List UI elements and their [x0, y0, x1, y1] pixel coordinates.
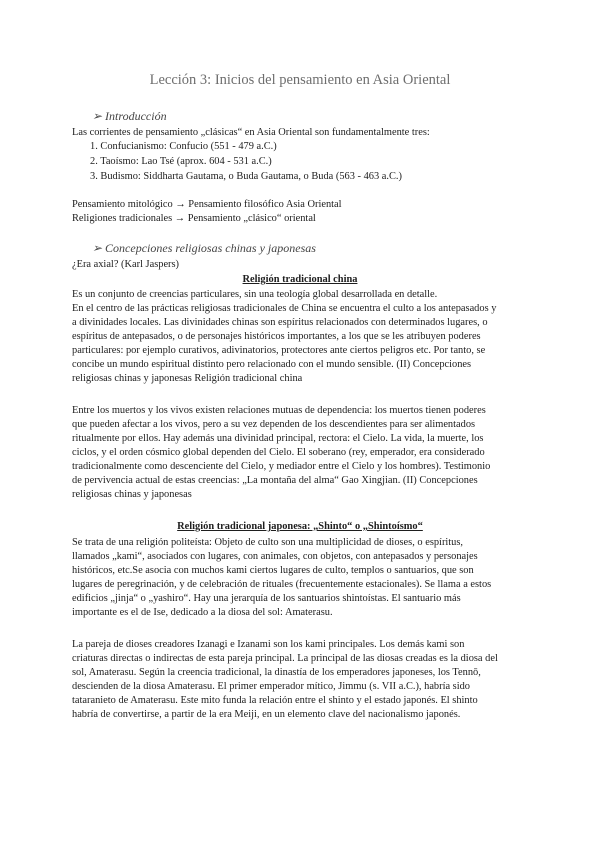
paragraph-line: Se trata de una religión politeísta: Objeto de culto son una multiplicidad de dioses, o espíritus, [72, 537, 464, 548]
paragraph-line: criaturas directas o indirectas de esta pareja principal. La principal de las diosas creadas es la diosa del [72, 653, 498, 664]
paragraph-line: edificios „jinja“ o „yashiro“. Hay una jerarquía de los santuarios shintoístas. El santuario más [72, 593, 461, 604]
axial-line: ¿Era axial? (Karl Jaspers) [72, 259, 180, 270]
paragraph-line: de pervivencia actual de estas creencias: „La montaña del alma“ Gao Xingjian. (II) Concepciones [72, 475, 478, 486]
paragraph-line: descienden de la diosa Amaterasu. El primer emperador mítico, Jimmu (s. VII a.C.), habría sido [72, 681, 471, 692]
paragraph-line: a divinidades locales. Las divinidades chinas son espíritus relacionados con determinados lugares, o [72, 317, 488, 328]
paragraph-line: ciclos, y el orden cósmico global dependen del Cielo. El soberano (rey, emperador, era considerado [72, 447, 485, 458]
page-title: Lección 3: Inicios del pensamiento en Asia Oriental [149, 72, 451, 88]
paragraph-line: tradicionalmente como descenciente del Cielo, y mediador entre el Cielo y los hombres). Testimonio [72, 461, 491, 472]
religions-line: Religiones tradicionales → Pensamiento „clásico“ oriental [72, 213, 316, 224]
concepts-heading: ➢ Concepciones religiosas chinas y japonesas [92, 241, 316, 255]
list-item: 3. Budismo: Siddharta Gautama, o Buda Gautama, o Buda (563 - 463 a.C.) [90, 171, 402, 182]
paragraph-line: tataranieto de Amaterasu. Este mito funda la relación entre el shinto y el estado japonés. El shinto [72, 695, 478, 706]
paragraph-line: sol, Amaterasu. Según la creencia tradicional, la dinastía de los emperadores japoneses, los Tennō, [72, 667, 481, 678]
list-item: 1. Confucianismo: Confucio (551 - 479 a.C.) [90, 141, 277, 152]
paragraph-line: espíritus de antepasados, o de personajes históricos importantes, a los que se les atribuyen poderes [72, 331, 481, 342]
paragraph-line: Es un conjunto de creencias particulares, sin una teología global desarrollada en detalle. [72, 289, 438, 300]
japan-heading: Religión tradicional japonesa: „Shinto“ o „Shintoísmo“ [177, 521, 423, 532]
paragraph-line: Entre los muertos y los vivos existen relaciones mutuas de dependencia: los muertos tienen poderes [72, 405, 486, 416]
paragraph-line: religiosas chinas y japonesas Religión tradicional china [72, 373, 303, 384]
paragraph-line: históricos, etc.Se asocia con muchos kami ciertos lugares de culto, templos o santuarios, que son [72, 565, 474, 576]
paragraph-line: La pareja de dioses creadores Izanagi e Izanami son los kami principales. Los demás kami son [72, 639, 465, 650]
intro-line: Las corrientes de pensamiento „clásicas“ en Asia Oriental son fundamentalmente tres: [72, 127, 430, 138]
paragraph-line: importante es el de Ise, dedicado a la diosa del sol: Amaterasu. [72, 607, 333, 618]
paragraph-line: particulares: por ejemplo curativos, adivinatorios, protectores ante ciertos peligros etc. Por tanto, se [72, 345, 486, 356]
paragraph-line: ritualmente por ellos. Hay además una divinidad principal, rectora: el Cielo. La vida, la muerte, los [72, 433, 484, 444]
china-heading: Religión tradicional china [242, 274, 358, 285]
list-item: 2. Taoísmo: Lao Tsé (aprox. 604 - 531 a.C.) [90, 156, 272, 167]
paragraph-line: llamados „kami“, asociados con lugares, con animales, con objetos, con antepasados y personajes [72, 551, 478, 562]
paragraph-line: habría de convertirse, a partir de la era Meiji, en un elemento clave del nacionalismo japonés. [72, 709, 461, 720]
paragraph-line: religiosas chinas y japonesas [72, 489, 192, 500]
paragraph-line: concibe un mundo espiritual distinto pero relacionado con el mundo sensible. (II) Concepciones [72, 359, 472, 370]
intro-heading: ➢ Introducción [92, 109, 167, 123]
paragraph-line: que pueden afectar a los vivos, pero a su vez dependen de los descendientes para ser alimentados [72, 419, 476, 430]
paragraph-line: En el centro de las prácticas religiosas tradicionales de China se encuentra el culto a los antepasados y [72, 303, 497, 314]
mythology-line: Pensamiento mitológico → Pensamiento filosófico Asia Oriental [72, 199, 342, 210]
paragraph-line: lugares de peregrinación, y de celebración de rituales (frecuentemente estacionales). Se llama a estos [72, 579, 492, 590]
